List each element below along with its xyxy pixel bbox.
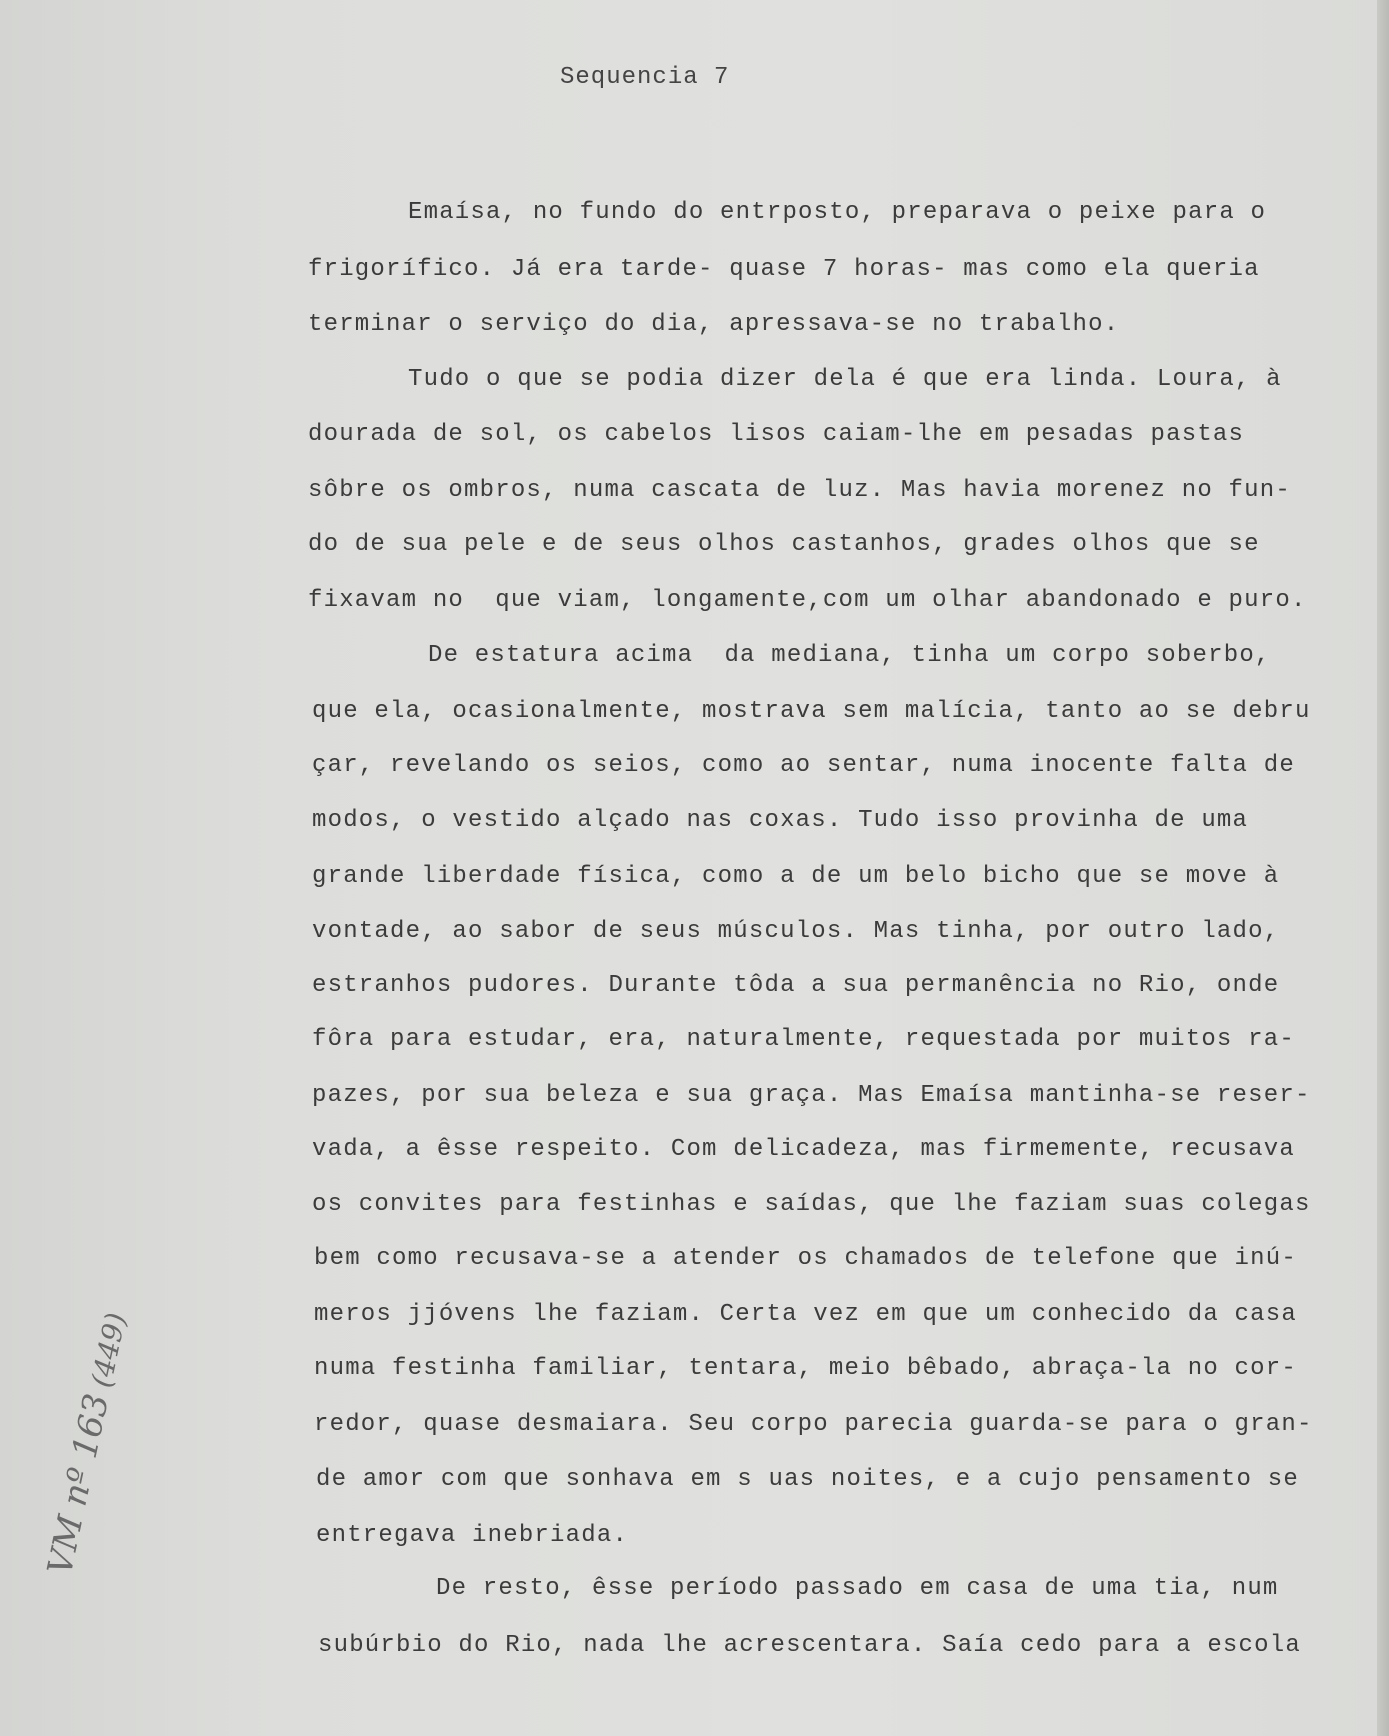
text-line: que ela, ocasionalmente, mostrava sem malícia, tanto ao se debru bbox=[312, 698, 1311, 725]
text-line: çar, revelando os seios, como ao sentar, numa inocente falta de bbox=[312, 752, 1295, 779]
text-line: vada, a êsse respeito. Com delicadeza, mas firmemente, recusava bbox=[312, 1136, 1295, 1163]
text-line: do de sua pele e de seus olhos castanhos, grades olhos que se bbox=[308, 531, 1260, 558]
margin-note-sub: (449) bbox=[84, 1309, 133, 1391]
text-line: subúrbio do Rio, nada lhe acrescentara. Saía cedo para a escola bbox=[318, 1632, 1301, 1659]
text-line: Emaísa, no fundo do entrposto, preparava o peixe para o bbox=[408, 199, 1267, 226]
text-line: terminar o serviço do dia, apressava-se no trabalho. bbox=[308, 311, 1120, 338]
text-line: frigorífico. Já era tarde- quase 7 horas- mas como ela queria bbox=[308, 256, 1260, 283]
text-line: fôra para estudar, era, naturalmente, requestada por muitos ra- bbox=[312, 1026, 1295, 1053]
text-line: estranhos pudores. Durante tôda a sua permanência no Rio, onde bbox=[312, 972, 1280, 999]
page-heading: Sequencia 7 bbox=[560, 64, 730, 91]
text-line: modos, o vestido alçado nas coxas. Tudo isso provinha de uma bbox=[312, 807, 1249, 834]
margin-note-main: VM nº 163 bbox=[40, 1390, 118, 1579]
text-line: pazes, por sua beleza e sua graça. Mas Emaísa mantinha-se reser- bbox=[312, 1082, 1311, 1109]
text-line: meros jjóvens lhe faziam. Certa vez em que um conhecido da casa bbox=[314, 1301, 1297, 1328]
text-line: grande liberdade física, como a de um belo bicho que se move à bbox=[312, 863, 1280, 890]
text-line: sôbre os ombros, numa cascata de luz. Mas havia morenez no fun- bbox=[308, 477, 1291, 504]
text-line: numa festinha familiar, tentara, meio bêbado, abraça-la no cor- bbox=[314, 1355, 1297, 1382]
text-line: redor, quase desmaiara. Seu corpo parecia guarda-se para o gran- bbox=[314, 1411, 1313, 1438]
text-line: os convites para festinhas e saídas, que lhe faziam suas colegas bbox=[312, 1191, 1311, 1218]
text-line: bem como recusava-se a atender os chamados de telefone que inú- bbox=[314, 1245, 1297, 1272]
text-line: dourada de sol, os cabelos lisos caiam-lhe em pesadas pastas bbox=[308, 421, 1245, 448]
text-line: De estatura acima da mediana, tinha um corpo soberbo, bbox=[428, 642, 1271, 669]
text-line: entregava inebriada. bbox=[316, 1522, 629, 1549]
page-edge-shadow bbox=[1377, 0, 1389, 1736]
text-line: de amor com que sonhava em s uas noites, e a cujo pensamento se bbox=[316, 1466, 1299, 1493]
text-line: vontade, ao sabor de seus músculos. Mas tinha, por outro lado, bbox=[312, 918, 1280, 945]
text-line: fixavam no que viam, longamente,com um olhar abandonado e puro. bbox=[308, 587, 1307, 614]
handwritten-margin-note bbox=[40, 1309, 135, 1579]
text-line: Tudo o que se podia dizer dela é que era linda. Loura, à bbox=[408, 366, 1282, 393]
text-line: De resto, êsse período passado em casa de uma tia, num bbox=[436, 1575, 1279, 1602]
